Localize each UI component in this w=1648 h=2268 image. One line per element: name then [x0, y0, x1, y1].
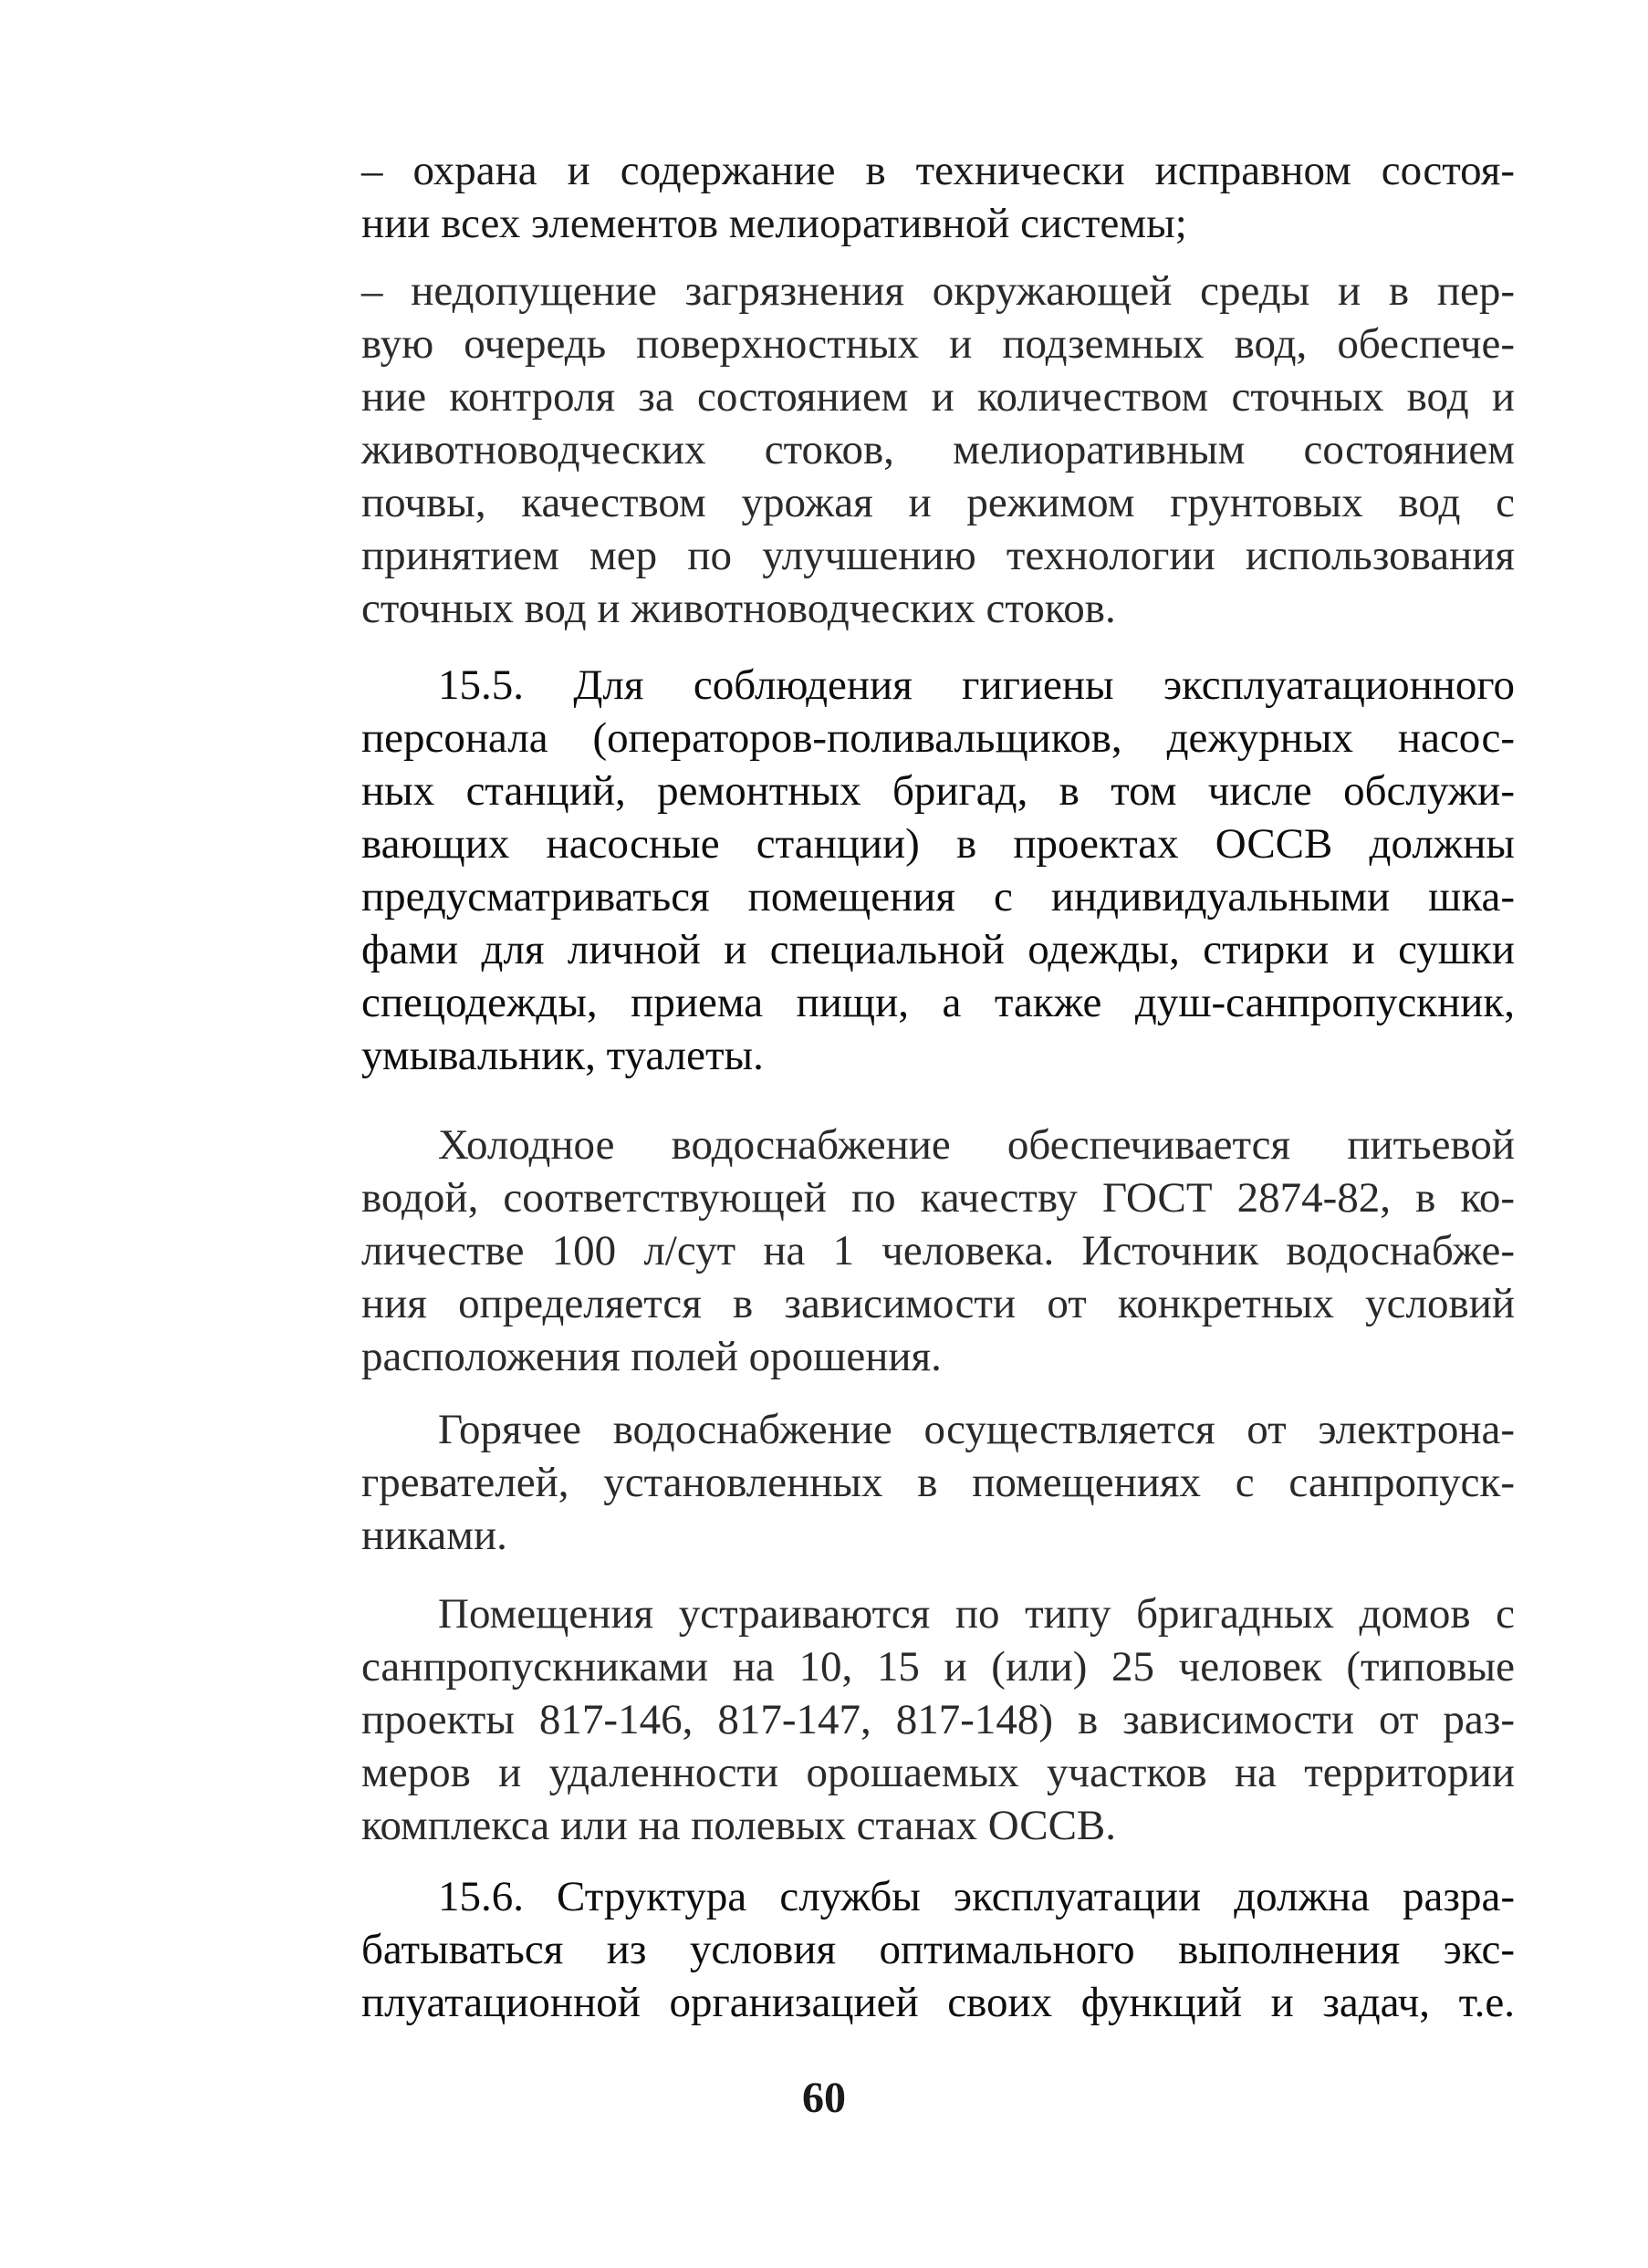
paragraph-hot-water — [361, 1403, 1515, 1562]
paragraph-line: расположения полей орошения. — [361, 1333, 942, 1380]
paragraph-line: батываться из условия оптимального выполнения экс- — [361, 1926, 1515, 1973]
paragraph-premises — [361, 1587, 1515, 1852]
paragraph-line: – охрана и содержание в технически исправном состоя- — [361, 147, 1515, 194]
paragraph-line: 15.6. Структура службы эксплуатации должна разра- — [438, 1873, 1515, 1920]
paragraph-line: сточных вод и животноводческих стоков. — [361, 585, 1116, 632]
paragraph-line: никами. — [361, 1512, 507, 1559]
paragraph-15-5 — [361, 659, 1515, 1082]
paragraph-line: ние контроля за состоянием и количеством сточных вод и — [361, 373, 1515, 421]
paragraph-line: проекты 817-146, 817-147, 817-148) в зависимости от раз- — [361, 1696, 1515, 1743]
paragraph-line: водой, соответствующей по качеству ГОСТ 2874-82, в ко- — [361, 1174, 1515, 1222]
paragraph-1 — [361, 144, 1515, 250]
paragraph-line: животноводческих стоков, мелиоративным состоянием — [361, 426, 1515, 473]
paragraph-line: Горячее водоснабжение осуществляется от электрона- — [438, 1406, 1515, 1453]
paragraph-line: вающих насосные станции) в проектах ОССВ должны — [361, 820, 1515, 868]
full-text — [0, 0, 1, 1]
paragraph-line: личестве 100 л/сут на 1 человека. Источник водоснабже- — [361, 1227, 1515, 1274]
page-number: 60 — [802, 2074, 846, 2122]
paragraph-line: – недопущение загрязнения окружающей среды и в пер- — [361, 267, 1515, 315]
paragraph-line: фами для личной и специальной одежды, стирки и сушки — [361, 926, 1515, 973]
paragraph-2 — [361, 265, 1515, 635]
paragraph-line: меров и удаленности орошаемых участков на территории — [361, 1749, 1515, 1796]
paragraph-line: вую очередь поверхностных и подземных вод, обеспече- — [361, 320, 1515, 368]
paragraph-line: предусматриваться помещения с индивидуальными шка- — [361, 873, 1515, 921]
paragraph-line: почвы, качеством урожая и режимом грунтовых вод с — [361, 479, 1515, 526]
paragraph-line: принятием мер по улучшению технологии использования — [361, 532, 1515, 579]
paragraph-line: ных станций, ремонтных бригад, в том числе обслужи- — [361, 767, 1515, 815]
paragraph-line: Помещения устраиваются по типу бригадных домов с — [438, 1590, 1515, 1638]
paragraph-line: ния определяется в зависимости от конкретных условий — [361, 1280, 1515, 1327]
paragraph-line: Холодное водоснабжение обеспечивается питьевой — [438, 1121, 1515, 1169]
paragraph-line: умывальник, туалеты. — [361, 1032, 764, 1079]
paragraph-line: нии всех элементов мелиоративной системы; — [361, 200, 1187, 247]
paragraph-line: комплекса или на полевых станах ОССВ. — [361, 1802, 1117, 1849]
paragraph-line: спецодежды, приема пищи, а также душ-санпропускник, — [361, 979, 1515, 1026]
paragraph-line: плуатационной организацией своих функций и задач, т.е. — [361, 1979, 1515, 2026]
paragraph-cold-water — [361, 1118, 1515, 1383]
paragraph-line: персонала (операторов-поливальщиков, дежурных насос- — [361, 714, 1515, 762]
paragraph-line: 15.5. Для соблюдения гигиены эксплуатационного — [438, 661, 1515, 709]
paragraph-line: гревателей, установленных в помещениях с санпропуск- — [361, 1459, 1515, 1506]
paragraph-line: санпропускниками на 10, 15 и (или) 25 человек (типовые — [361, 1643, 1515, 1691]
paragraph-15-6 — [361, 1870, 1515, 2029]
